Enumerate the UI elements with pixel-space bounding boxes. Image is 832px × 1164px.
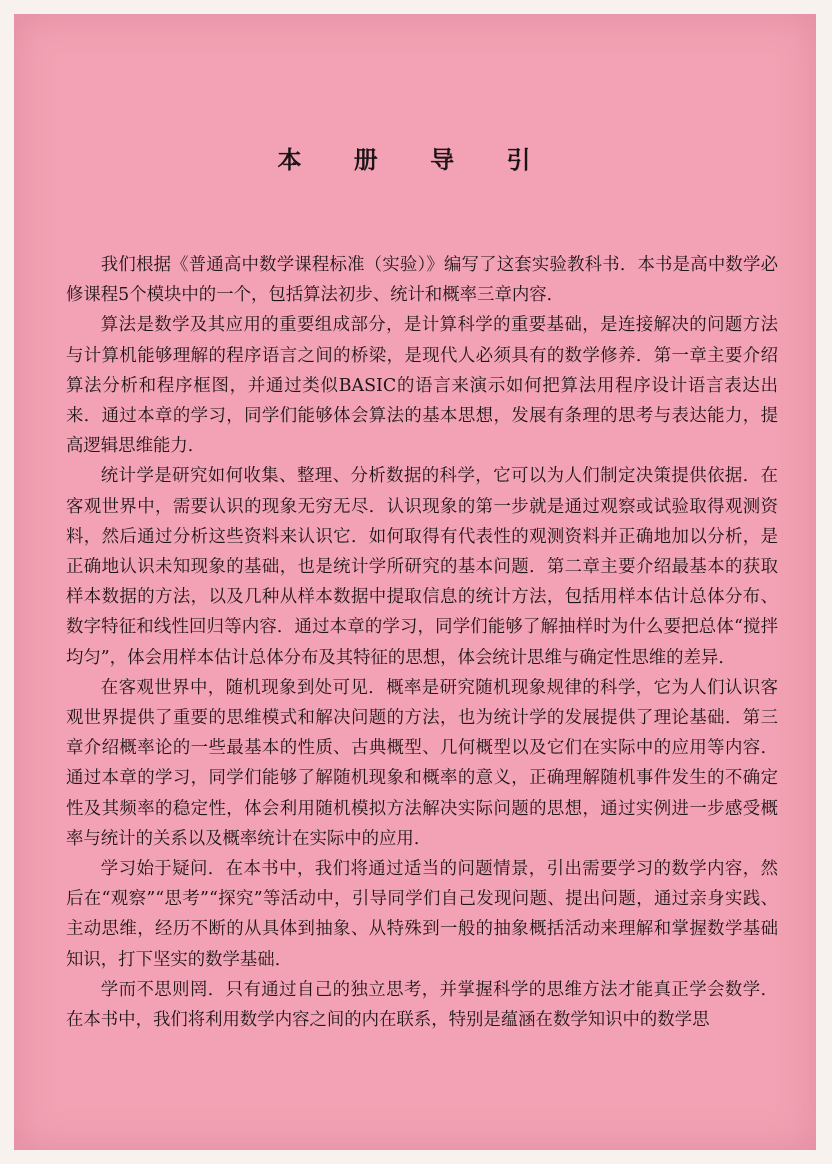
bleed-through-text: [44, 52, 784, 212]
paragraph-statistics: 统计学是研究如何收集、整理、分析数据的科学，它可以为人们制定决策提供依据．在客观世界中，需要认识的现象无穷无尽．认识现象的第一步就是通过观察或试验取得观测资料，然后通过分析这些资料来认识它．如何取得有代表性的观测资料并正确地加以分析，是正确地认识未知现象的基础，也是统计学所研究的基本问题．第二章主要介绍最基本的获取样本数据的方法，以及几种从样本数据中提取信息的统计方法，包括用样本估计总体分布、数字特征和线性回归等内容．通过本章的学习，同学们能够了解抽样时为什么要把总体“搅拌均匀”，体会用样本估计总体分布及其特征的思想，体会统计思维与确定性思维的差异．: [66, 466, 778, 668]
page-title: 本 册 导 引: [277, 146, 553, 174]
paragraph-algorithm: 算法是数学及其应用的重要组成部分，是计算科学的重要基础，是连接解决的问题方法与计算机能够理解的程序语言之间的桥梁，是现代人必须具有的数学修养．第一章主要介绍算法分析和程序框图，并通过类似BASIC的语言来演示如何把算法用程序设计语言表达出来．通过本章的学习，同学们能够体会算法的基本思想，发展有条理的思考与表达能力，提高逻辑思维能力．: [66, 315, 778, 457]
paragraph-probability: 在客观世界中，随机现象到处可见．概率是研究随机现象规律的科学，它为人们认识客观世界提供了重要的思维模式和解决问题的方法，也为统计学的发展提供了理论基础．第三章介绍概率论的一些最基本的性质、古典概型、几何概型以及它们在实际中的应用等内容．通过本章的学习，同学们能够了解随机现象和概率的意义，正确理解随机事件发生的不确定性及其频率的稳定性，体会利用随机模拟方法解决实际问题的思想，通过实例进一步感受概率与统计的关系以及概率统计在实际中的应用．: [66, 677, 778, 849]
paragraph-learning: 学习始于疑问．在本书中，我们将通过适当的问题情景，引出需要学习的数学内容，然后在“观察”“思考”“探究”等活动中，引导同学们自己发现问题、提出问题，通过亲身实践、主动思维，经历不断的从具体到抽象、从特殊到一般的抽象概括活动来理解和掌握数学基础知识，打下坚实的数学基础．: [66, 859, 778, 970]
paragraph-intro: 我们根据《普通高中数学课程标准（实验）》编写了这套实验教科书．本书是高中数学必修课程5个模块中的一个，包括算法初步、统计和概率三章内容．: [66, 255, 778, 306]
paragraph-thinking: 学而不思则罔．只有通过自己的独立思考，并掌握科学的思维方法才能真正学会数学．在本书中，我们将利用数学内容之间的内在联系，特别是蕴涵在数学知识中的数学思: [66, 979, 778, 1031]
body-text: [66, 250, 778, 1035]
book-page: [14, 14, 816, 1150]
